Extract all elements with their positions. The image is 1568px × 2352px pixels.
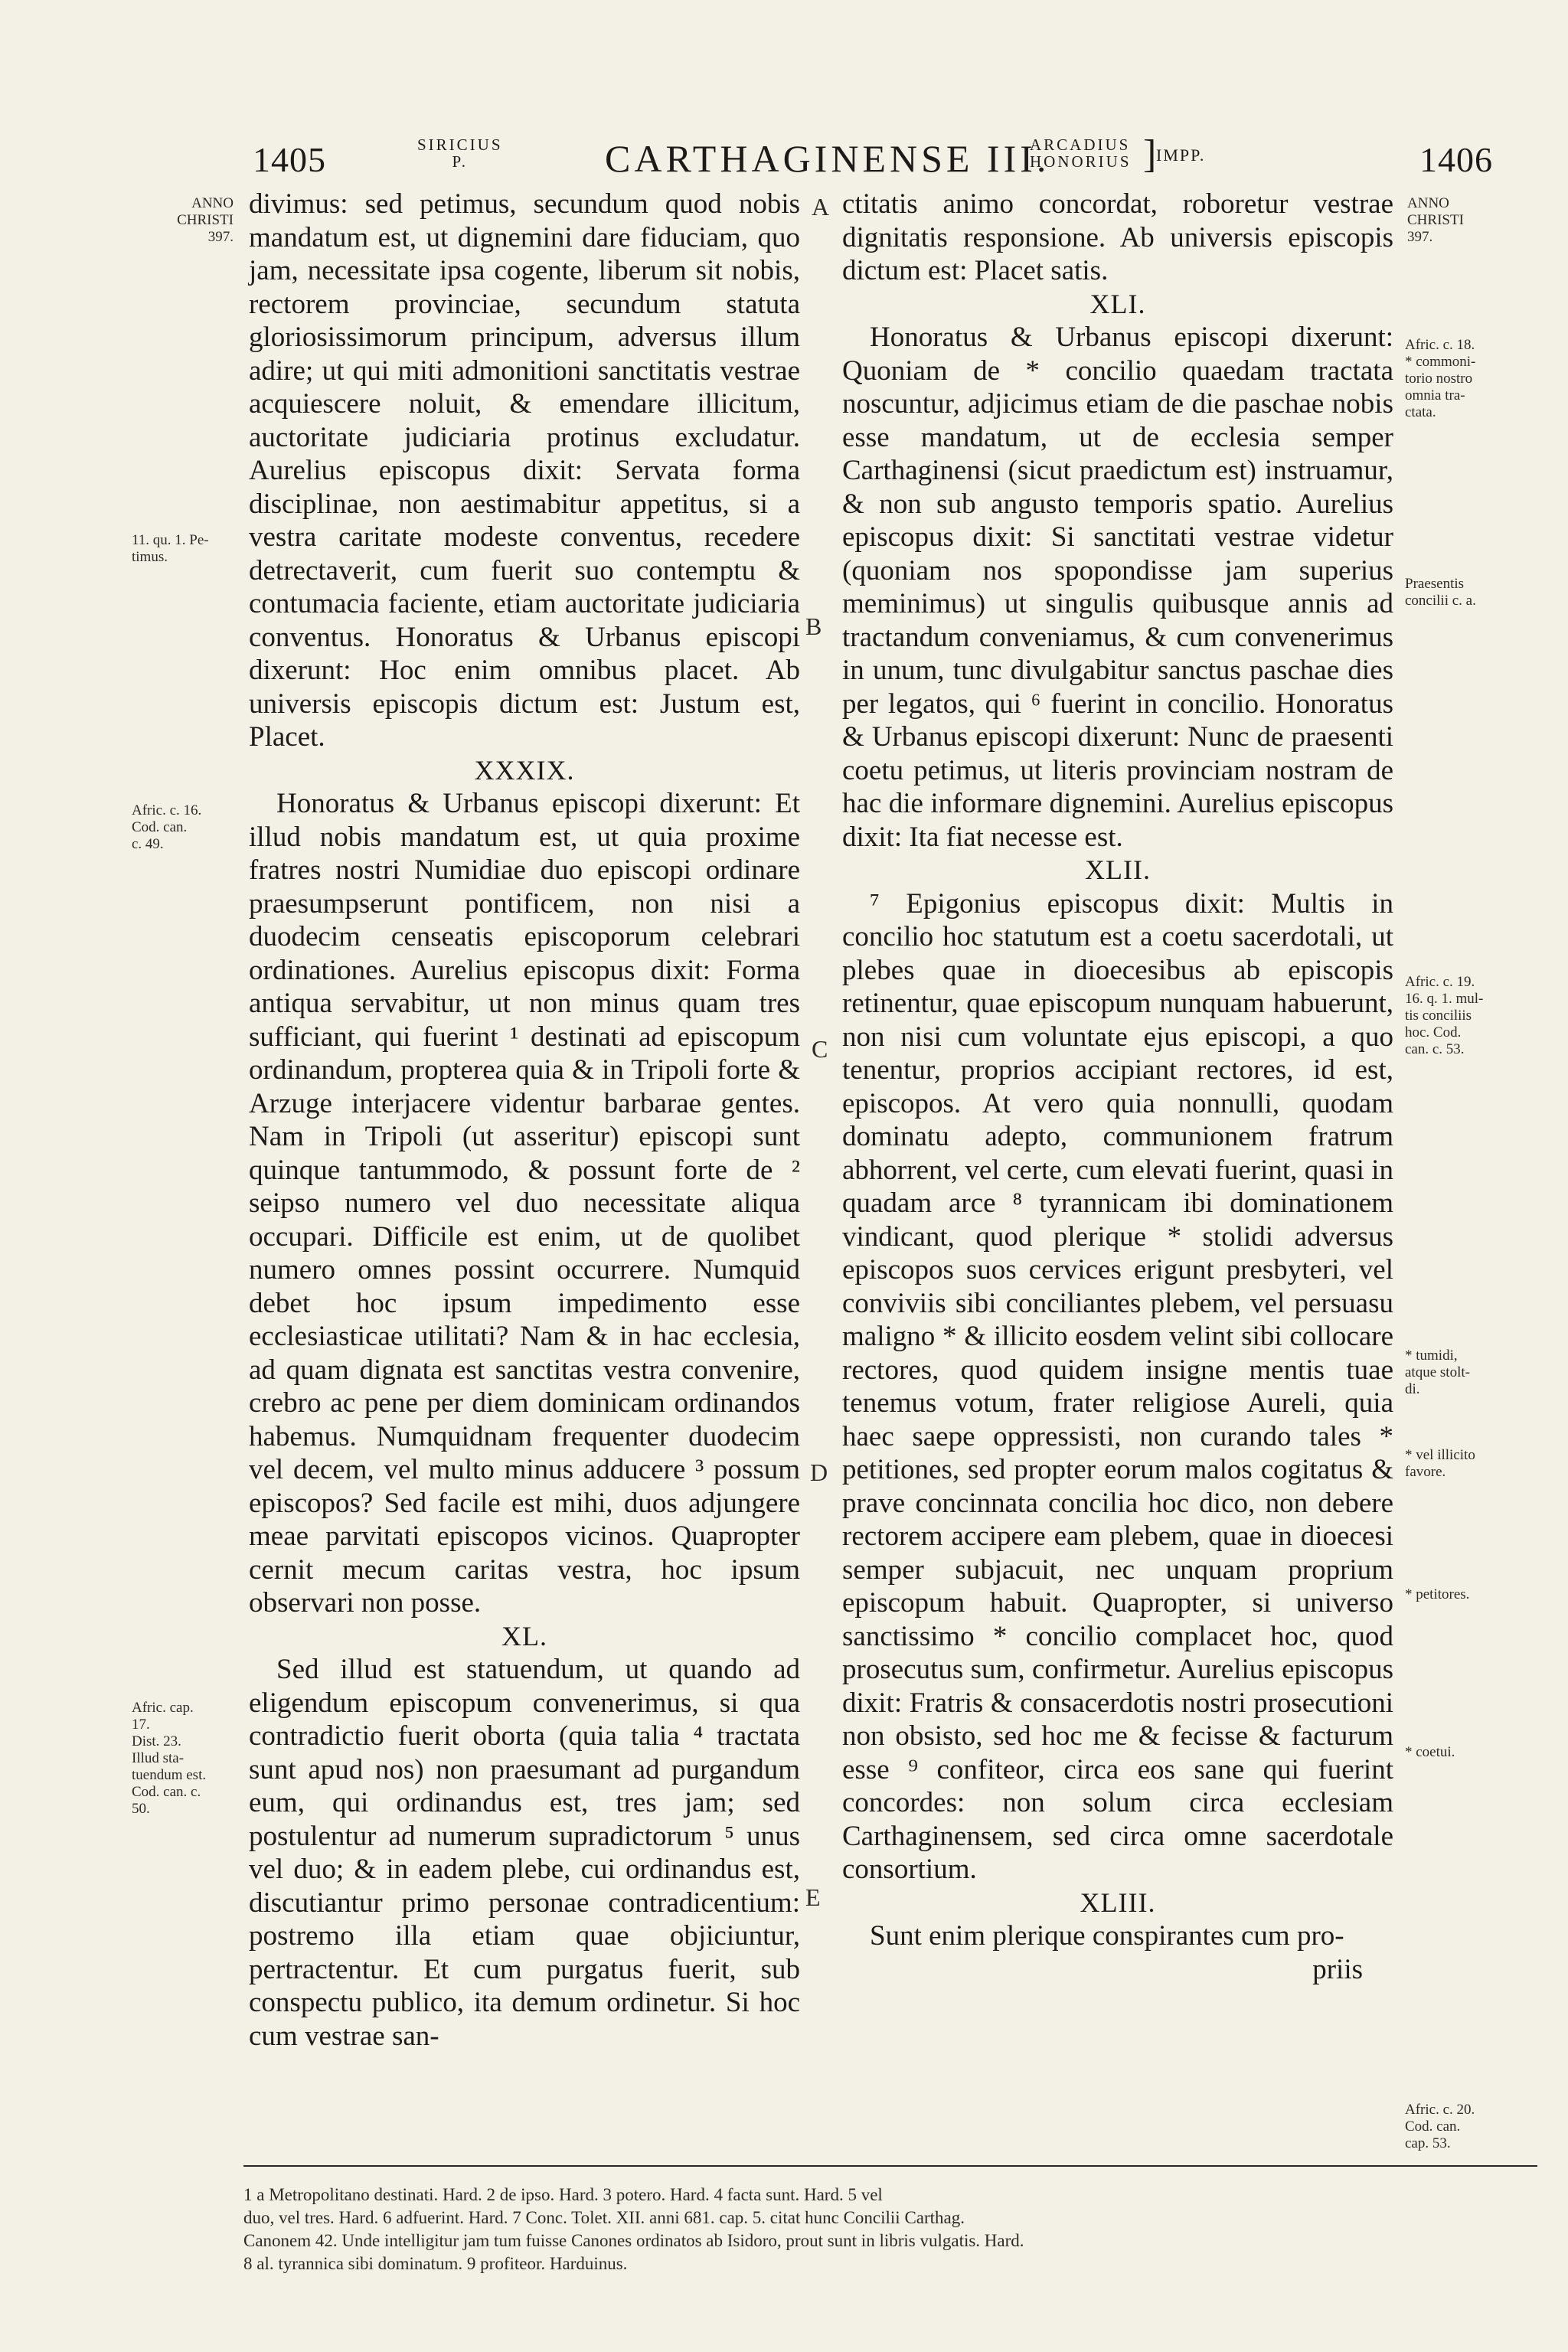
paragraph: ctitatis animo concordat, roboretur vestrae dignitatis responsione. Ab universis episcopis dictum est: Placet satis. xyxy=(842,188,1393,286)
paragraph: Sed illud est statuendum, ut quando ad eligendum episcopum convenerimus, si qua contradictio fuerit oborta (quia talia ⁴ tractata sunt apud nos) non praesumant ad purgandum eum, qui ordinandus est, tres jam; sed postulentur ad numerum supradictorum ⁵ unus vel duo; & in eadem plebe, cui ordinandus est, discutiantur primo personae contradicentium: postremo illa etiam quae objiciuntur, pertractentur. Et cum purgatus fuerit, sub conspectu publico, ita demum ordinetur. Si hoc cum vestrae san- xyxy=(249,1654,800,2052)
margin-note-afric19: Afric. c. 19. 16. q. 1. mul- tis conciliis hoc. Cod. can. c. 53. xyxy=(1405,974,1484,1057)
gutter-letter-b: B xyxy=(805,612,822,640)
margin-note-afric18: Afric. c. 18. * commoni- torio nostro omnia tra- ctata. xyxy=(1405,337,1476,420)
margin-year-left: ANNO CHRISTI 397. xyxy=(177,195,234,245)
gutter-letter-d: D xyxy=(810,1459,828,1486)
gutter-letter-a: A xyxy=(812,193,830,220)
pope-name: SIRICIUS P. xyxy=(417,136,503,171)
paragraph: divimus: sed petimus, secundum quod nobis mandatum est, ut dignemini dare fiduciam, quo jam, necessitate ipsa cogente, liberum sit nobis, rectorem provinciae, secundum statuta gloriosissimorum principum, adversus illum adire; ut qui miti admonitioni sanctitatis vestrae acquiescere noluit, & emendare illicitum, auctoritate judiciaria protinus excludatur. Aurelius episcopus dixit: Servata forma disciplinae, non aestimabitur appetitus, si a vestra caritate modeste conventus, recedere detrectaverit, cum fuerit suo contemptu & contumacia faciente, etiam auctoritate judiciaria conventus. Honoratus & Urbanus episcopi dixerunt: Hoc enim omnibus placet. Ab universis episcopis dictum est: Justum est, Placet. xyxy=(249,188,800,753)
catchword: priis xyxy=(1312,1953,1363,1985)
margin-note-afric20: Afric. c. 20. Cod. can. cap. 53. xyxy=(1405,2102,1475,2151)
emperor-suffix: IMPP. xyxy=(1156,145,1206,165)
margin-year-right: ANNO CHRISTI 397. xyxy=(1407,195,1464,245)
section-heading-xxxix: XXXIX. xyxy=(474,754,575,786)
margin-note-petitores: * petitores. xyxy=(1405,1586,1470,1602)
footnote-divider xyxy=(243,2165,1537,2167)
margin-note-tumidi: * tumidi, atque stolt- di. xyxy=(1405,1348,1470,1397)
gutter-letter-e: E xyxy=(805,1883,821,1911)
paragraph: Honoratus & Urbanus episcopi dixerunt: Quoniam de * concilio quaedam tractata noscuntur, adjicimus etiam de die paschae nobis esse mandatum, ut de ecclesia semper Carthaginensi (sicut praedictum est) instruamur, & non sub angusto temporis spatio. Aurelius episcopus dixit: Si sanctitati vestrae videtur (quoniam nos spopondisse jam superius meminimus) ut singulis quibusque annis ad tractandum conveniamus, & cum convenerimus in unum, tunc divulgabitur sanctus paschae dies per legatos, qui ⁶ fuerint in concilio. Honoratus & Urbanus episcopi dixerunt: Nunc de praesenti coetu petimus, ut literis provinciam nostram de hac die informare dignemini. Aurelius episcopus dixit: Ita fiat necesse est. xyxy=(842,322,1393,853)
margin-note-afric17: Afric. cap. 17. Dist. 23. Illud sta- tuendum est. Cod. can. c. 50. xyxy=(132,1700,207,1817)
page-number-left: 1405 xyxy=(253,140,326,179)
paragraph: Sunt enim plerique conspirantes cum pro- xyxy=(870,1920,1344,1952)
paragraph: ⁷ Epigonius episcopus dixit: Multis in concilio hoc statutum est a coetu sacerdotali, ut plebes quae in dioecesibus ab episcopis retinentur, quae episcopum nunquam habuerunt, non nisi cum voluntate ejus episcopi, a quo tenentur, proprios accipiant rectores, id est, episcopos. At vero quia nonnulli, quodam dominatu adepto, communionem fratrum abhorrent, vel certe, cum elevati fuerint, quasi in quadam arce ⁸ tyrannicam ibi dominationem vindicant, quod plerique * stolidi adversus episcopos suos cervices erigunt presbyteri, vel conviviis sibi conciliantes plebem, vel persuasu maligno * & illicito eosdem velint sibi collocare rectores, quod quidem insigne mentis tuae tenemus votum, frater religiose Aureli, quia haec saepe oppressisti, non curando tales * petitiones, sed propter eorum malos cogitatus & prave concinnata concilia hoc dico, non debere rectorem accipere eam plebem, quae in dioecesi semper subjacuit, nec unquam proprium episcopum habuit. Quapropter, si universo sanctissimo * concilio complacet hoc, quod prosecutus sum, confirmetur. Aurelius episcopus dixit: Fratris & consacerdotis nostri prosecutioni non obsisto, sed hoc me & fecisse & facturum esse ⁹ confiteor, circa eos sane qui fuerint concordes: non solum circa ecclesiam Carthaginensem, sed circa omne sacerdotale consortium. xyxy=(842,887,1393,1885)
section-heading-xliii: XLIII. xyxy=(1080,1886,1156,1918)
footnotes xyxy=(243,2184,1537,2275)
page-title: CARTHAGINENSE III. xyxy=(605,137,1050,180)
bracket-glyph: ] xyxy=(1143,132,1157,176)
left-column xyxy=(249,188,800,2053)
section-heading-xli: XLI. xyxy=(1089,288,1146,319)
emperor-names: ARCADIUS HONORIUS xyxy=(1030,136,1132,171)
paragraph: Honoratus & Urbanus episcopi dixerunt: Et illud nobis mandatum est, ut quia proxime fratres nostri Numidiae duo episcopi ordinare praesumpserunt pontificem, non nisi a duodecim censeatis episcoporum celebrari ordinationes. Aurelius episcopus dixit: Forma antiqua servabitur, ut non minus quam tres sufficiant, qui fuerint ¹ destinati ad episcopum ordinandum, propterea quia & in Tripoli forte & Arzuge interjacere videntur barbarae gentes. Nam in Tripoli (ut asseritur) episcopi sunt quinque tantummodo, & possunt forte de ² seipso numero vel duo necessitate aliqua occupari. Difficile est enim, ut de quolibet numero omnes possint occurrere. Numquid debet hoc ipsum impedimento esse ecclesiasticae utilitati? Nam & in hac ecclesia, ad quam dignata est sanctitas vestra convenire, crebro ac pene per diem dominicam ordinandos habemus. Numquidnam frequenter duodecim vel decem, vel multo minus adducere ³ possum episcopos? Sed facile est mihi, duos adjungere meae parvitati episcopos vicinos. Quapropter cernit mecum caritas vestra, hoc ipsum observari non posse. xyxy=(249,788,800,1619)
margin-note-afric16: Afric. c. 16. Cod. can. c. 49. xyxy=(132,802,202,852)
section-heading-xlii: XLII. xyxy=(1085,854,1151,885)
margin-note-praesentis: Praesentis concilii c. a. xyxy=(1405,576,1476,609)
footnote-line: 1 a Metropolitano destinati. Hard. 2 de ipso. Hard. 3 potero. Hard. 4 facta sunt. Hard. 5 vel xyxy=(243,2185,883,2204)
margin-note-11q1: 11. qu. 1. Pe- timus. xyxy=(132,532,209,565)
footnote-line: Canonem 42. Unde intelligitur jam tum fuisse Canones ordinatos ab Isidoro, prout sunt in libris vulgatis. Hard. xyxy=(243,2231,1024,2250)
gutter-letter-c: C xyxy=(812,1035,828,1063)
margin-note-illicito: * vel illicito favore. xyxy=(1405,1447,1475,1480)
footnote-line: 8 al. tyrannica sibi dominatum. 9 profiteor. Harduinus. xyxy=(243,2254,628,2273)
margin-note-coetui: * coetui. xyxy=(1405,1744,1455,1760)
section-heading-xl: XL. xyxy=(501,1620,547,1651)
page-number-right: 1406 xyxy=(1419,140,1493,179)
footnote-line: duo, vel tres. Hard. 6 adfuerint. Hard. 7 Conc. Tolet. XII. anni 681. cap. 5. citat hunc Concilii Carthag. xyxy=(243,2208,965,2227)
right-column xyxy=(842,188,1393,1986)
